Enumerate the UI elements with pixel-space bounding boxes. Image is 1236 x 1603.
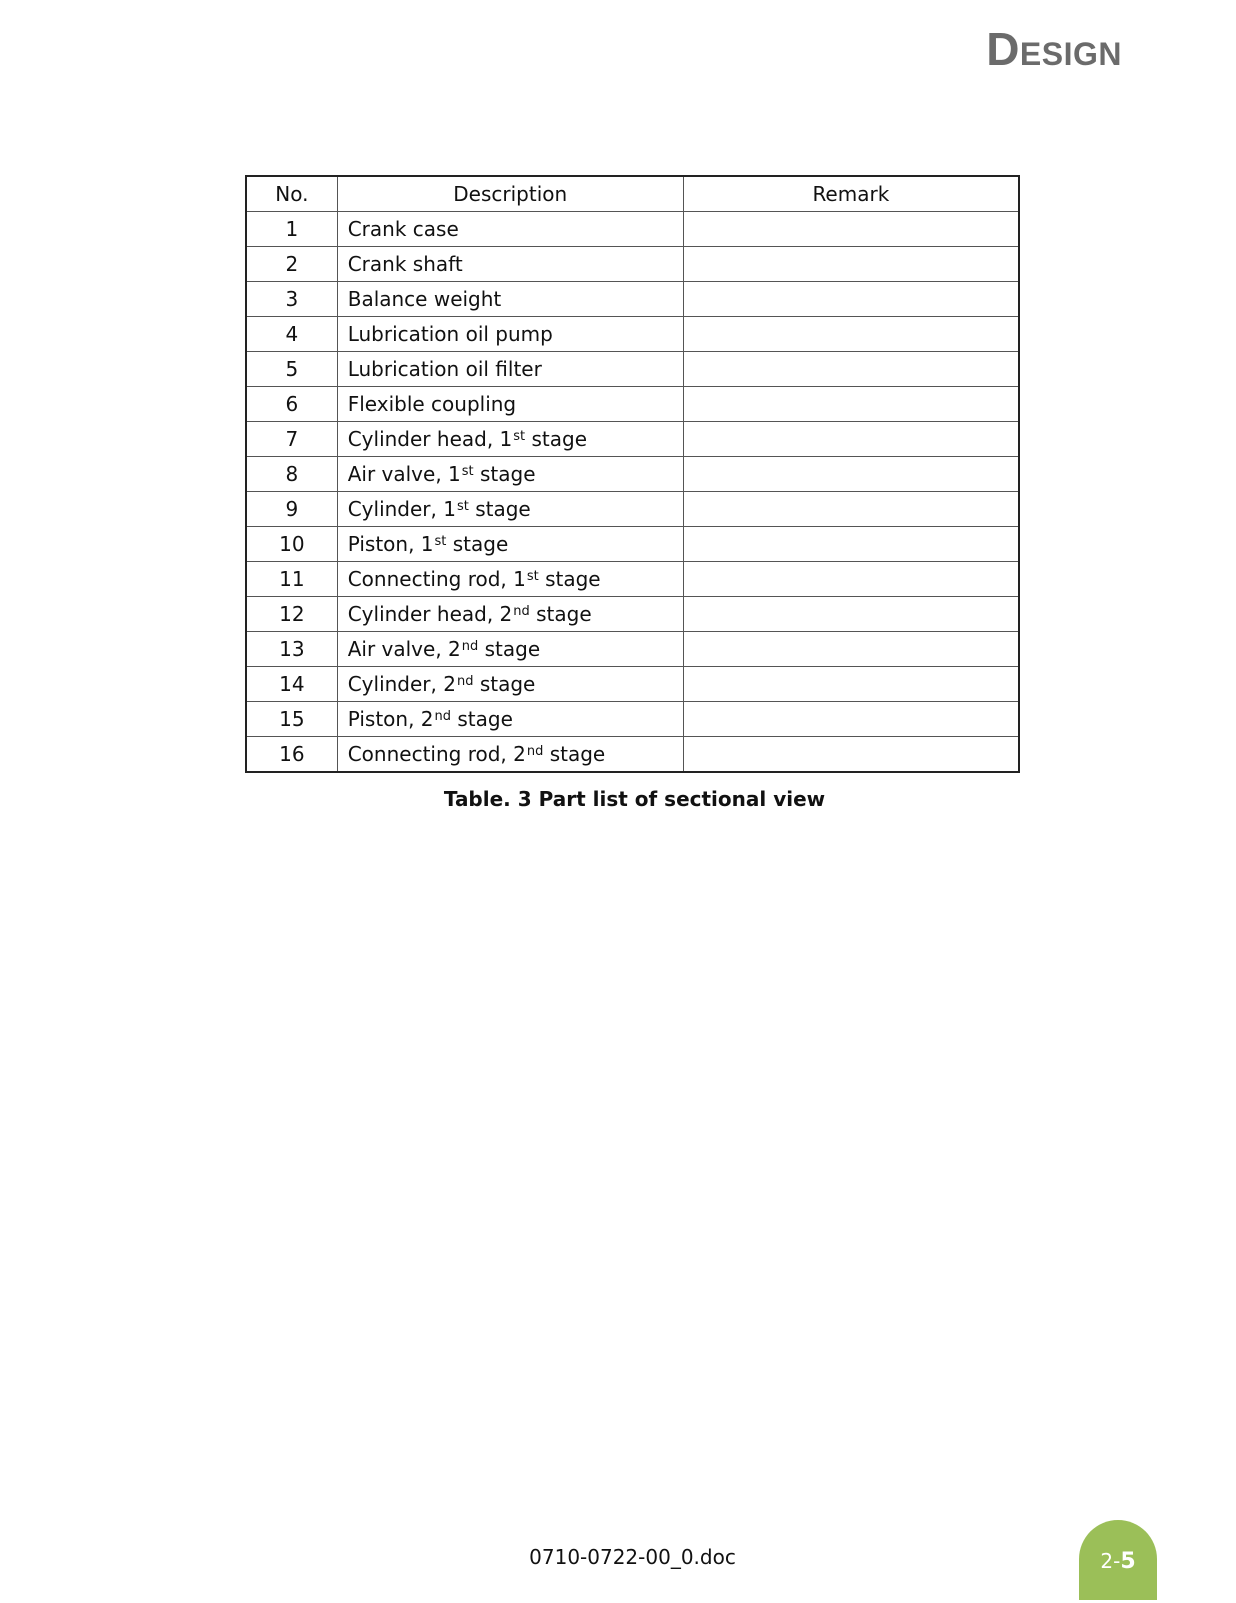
row-remark — [683, 352, 1019, 387]
table-row — [246, 527, 1019, 562]
table-caption: Table. 3 Part list of sectional view — [443, 787, 826, 811]
table-row — [246, 667, 1019, 702]
table-row — [246, 247, 1019, 282]
stage-text: stage — [473, 462, 536, 486]
table-row — [246, 457, 1019, 492]
row-description — [337, 702, 683, 737]
row-remark — [683, 597, 1019, 632]
stage-text: stage — [525, 427, 588, 451]
row-number: 15 — [246, 702, 337, 737]
row-description — [337, 632, 683, 667]
description-text: Flexible coupling — [347, 392, 517, 416]
row-remark — [683, 387, 1019, 422]
stage-text: stage — [473, 672, 536, 696]
row-description — [337, 317, 683, 352]
row-description — [337, 352, 683, 387]
row-remark — [683, 282, 1019, 317]
column-header-remark: Remark — [683, 176, 1019, 212]
table-row — [246, 597, 1019, 632]
stage-text: stage — [529, 602, 592, 626]
row-number: 6 — [246, 387, 337, 422]
ordinal-suffix: nd — [434, 709, 452, 724]
description-text: Lubrication oil pump — [347, 322, 553, 346]
row-number: 12 — [246, 597, 337, 632]
document-filename: 0710-0722-00_0.doc — [529, 1545, 736, 1569]
table-row — [246, 737, 1019, 773]
table-row — [246, 387, 1019, 422]
description-text: Balance weight — [347, 287, 502, 311]
row-number: 16 — [246, 737, 337, 773]
ordinal-suffix: st — [526, 569, 539, 584]
ordinal-suffix: st — [434, 534, 447, 549]
row-number: 3 — [246, 282, 337, 317]
ordinal-suffix: nd — [526, 744, 544, 759]
description-text: Crank shaft — [347, 252, 463, 276]
description-text: Lubrication oil filter — [347, 357, 542, 381]
stage-text: stage — [478, 637, 541, 661]
row-number: 8 — [246, 457, 337, 492]
table-row — [246, 317, 1019, 352]
description-text: Cylinder, 1 — [347, 497, 456, 521]
table-body — [246, 212, 1019, 773]
column-header-no: No. — [246, 176, 337, 212]
row-remark — [683, 667, 1019, 702]
row-number: 11 — [246, 562, 337, 597]
description-text: Piston, 2 — [347, 707, 434, 731]
ordinal-suffix: st — [513, 429, 526, 444]
row-description — [337, 282, 683, 317]
row-remark — [683, 212, 1019, 247]
page-number: 5 — [1120, 1549, 1136, 1574]
row-description — [337, 387, 683, 422]
row-description — [337, 667, 683, 702]
row-description — [337, 457, 683, 492]
stage-text: stage — [446, 532, 509, 556]
description-text: Connecting rod, 2 — [347, 742, 526, 766]
row-remark — [683, 492, 1019, 527]
row-description — [337, 212, 683, 247]
ordinal-suffix: st — [461, 464, 474, 479]
section-heading: Design — [986, 23, 1122, 75]
row-remark — [683, 562, 1019, 597]
table-row — [246, 352, 1019, 387]
ordinal-suffix: nd — [513, 604, 530, 619]
row-number: 13 — [246, 632, 337, 667]
row-remark — [683, 422, 1019, 457]
description-text: Connecting rod, 1 — [347, 567, 526, 591]
row-number: 2 — [246, 247, 337, 282]
table-row — [246, 702, 1019, 737]
row-description — [337, 562, 683, 597]
page-number-tab — [1079, 1520, 1157, 1600]
parts-table — [245, 175, 1020, 773]
ordinal-suffix: st — [456, 499, 469, 514]
table-row — [246, 492, 1019, 527]
row-number: 5 — [246, 352, 337, 387]
row-description — [337, 737, 683, 773]
row-number: 14 — [246, 667, 337, 702]
description-text: Cylinder head, 1 — [347, 427, 513, 451]
row-description — [337, 597, 683, 632]
row-number: 10 — [246, 527, 337, 562]
stage-text: stage — [468, 497, 531, 521]
row-number: 4 — [246, 317, 337, 352]
table-row — [246, 632, 1019, 667]
description-text: Cylinder, 2 — [347, 672, 456, 696]
page-prefix: 2- — [1100, 1549, 1121, 1573]
description-text: Crank case — [347, 217, 459, 241]
description-text: Cylinder head, 2 — [347, 602, 513, 626]
row-remark — [683, 247, 1019, 282]
description-text: Piston, 1 — [347, 532, 434, 556]
row-number: 1 — [246, 212, 337, 247]
row-remark — [683, 737, 1019, 773]
row-description — [337, 527, 683, 562]
description-text: Air valve, 2 — [347, 637, 461, 661]
ordinal-suffix: nd — [456, 674, 474, 689]
row-description — [337, 422, 683, 457]
description-text: Air valve, 1 — [347, 462, 461, 486]
row-number: 9 — [246, 492, 337, 527]
stage-text: stage — [538, 567, 601, 591]
row-description — [337, 492, 683, 527]
table-row — [246, 562, 1019, 597]
row-description — [337, 247, 683, 282]
ordinal-suffix: nd — [461, 639, 479, 654]
table-header-row — [246, 176, 1019, 212]
table-row — [246, 422, 1019, 457]
table-row — [246, 282, 1019, 317]
column-header-description: Description — [337, 176, 683, 212]
stage-text: stage — [543, 742, 606, 766]
row-remark — [683, 632, 1019, 667]
row-remark — [683, 527, 1019, 562]
row-remark — [683, 317, 1019, 352]
row-remark — [683, 702, 1019, 737]
stage-text: stage — [451, 707, 513, 731]
table-row — [246, 212, 1019, 247]
row-remark — [683, 457, 1019, 492]
row-number: 7 — [246, 422, 337, 457]
